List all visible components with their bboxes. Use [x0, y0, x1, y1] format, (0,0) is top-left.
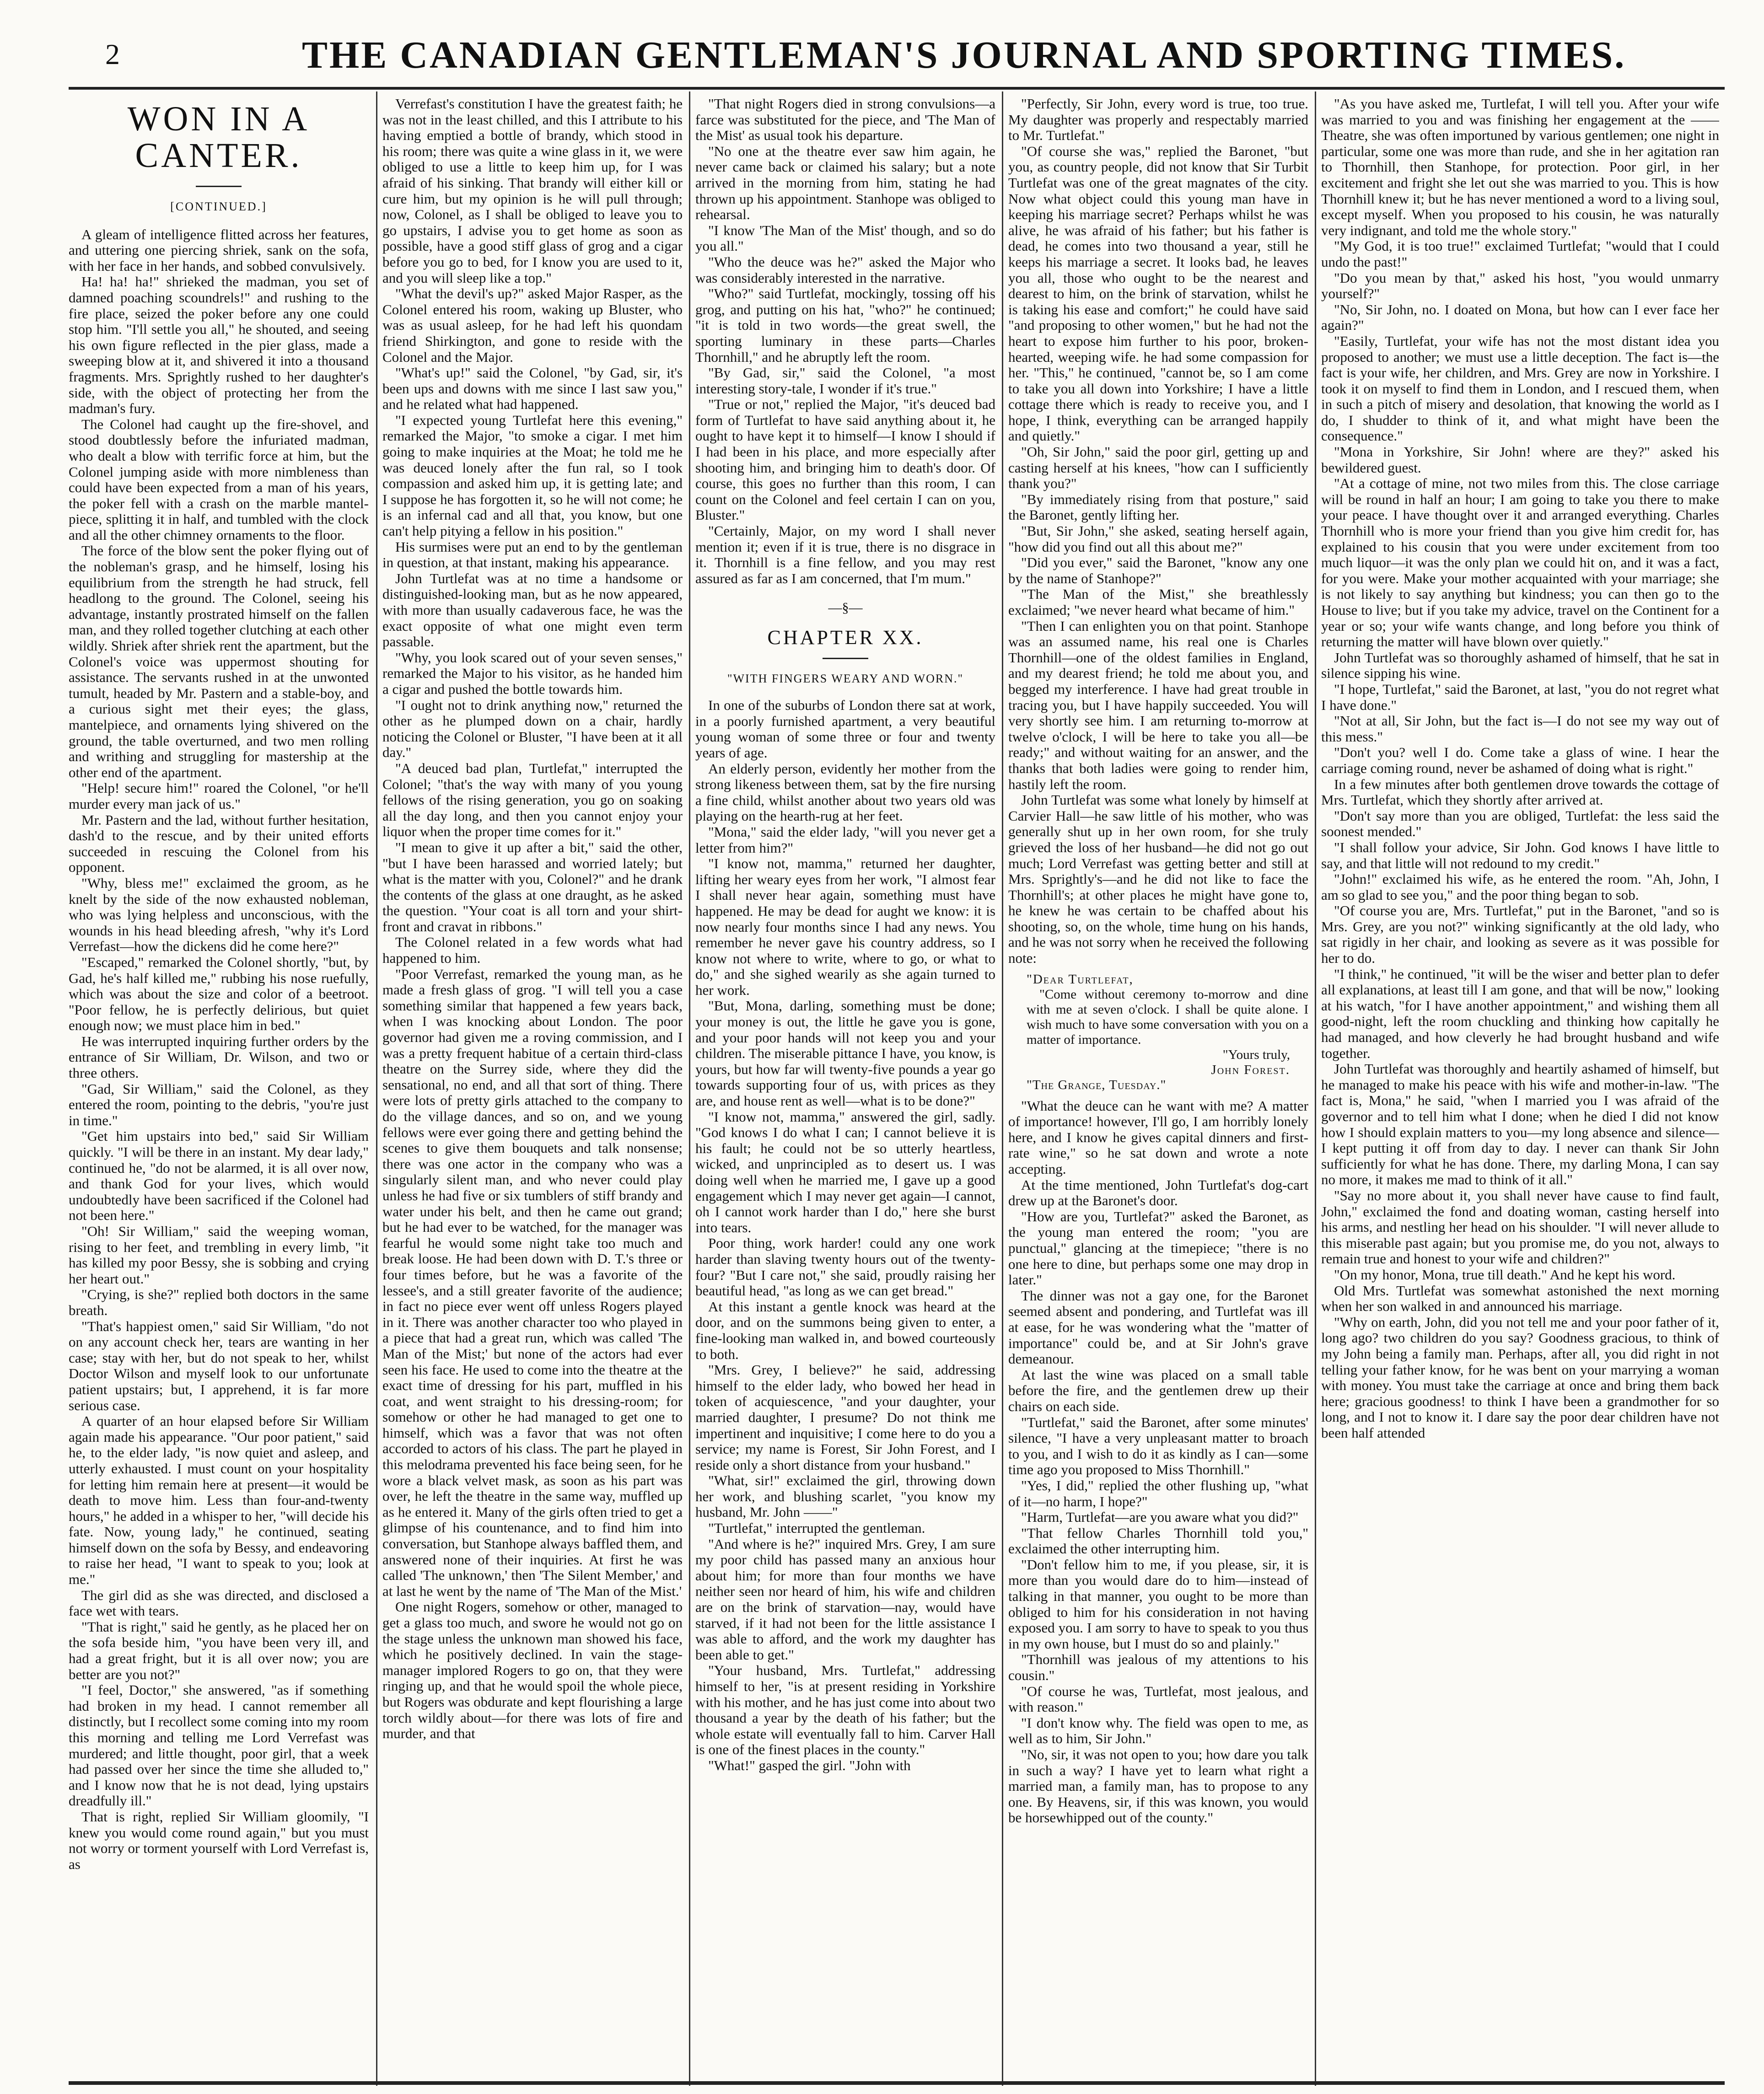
paragraph: "I hope, Turtlefat," said the Baronet, at last, "you do not regret what I have done." [1321, 681, 1719, 713]
paragraph: "Don't you? well I do. Come take a glass of wine. I hear the carriage coming round, never be ashamed of doing what is right." [1321, 744, 1719, 776]
paragraph: Poor thing, work harder! could any one work harder than slaving twenty hours out of the twenty-four? "But I care not," she said, proudly raising her beautiful head, "as long as we can get bread." [695, 1235, 995, 1299]
column-4-text-continued [1008, 1098, 1308, 1826]
paragraph: One night Rogers, somehow or other, managed to get a glass too much, and swore he would not go on the stage unless the unknown man showed his face, which he positively declined. In vain the stage-manager implored Rogers to go on, that they were ringing up, and that he would spoil the whole piece, but Rogers was obdurate and kept flourishing a large torch wildly about—for there was lots of fire and murder, and that [382, 1599, 683, 1742]
paragraph: "By immediately rising from that posture," said the Baronet, gently lifting her. [1008, 491, 1308, 523]
letter-salutation: "Dear Turtlefat, [1027, 972, 1134, 987]
paragraph: "What, sir!" exclaimed the girl, throwing down her work, and blushing scarlet, "you know my husband, Mr. John ——" [695, 1472, 995, 1520]
paragraph: "What the deuce can he want with me? A matter of importance! however, I'll go, I am horribly lonely here, and I know he gives capital dinners and first-rate wine," so he sat down and wrote a note accepting. [1008, 1097, 1308, 1177]
paragraph: John Turtlefat was at no time a handsome or distinguished-looking man, but as he now appeared, with more than usually cadaverous face, he was the exact opposite of what one might even term passable. [382, 570, 683, 650]
quoted-letter [1027, 972, 1308, 1093]
column-divider [1315, 91, 1316, 2086]
paragraph: In one of the suburbs of London there sat at work, in a poorly furnished apartment, a very beautiful young woman of some three or four and twenty years of age. [695, 697, 995, 761]
paragraph: "No, Sir John, no. I doated on Mona, but how can I ever face her again?" [1321, 301, 1719, 333]
paragraph: "Why on earth, John, did you not tell me and your poor father of it, long ago? two children do you say? Goodness gracious, to think of my John being a family man. Perhaps, after all, you did right in not telling your father know, for he was bent on your marrying a woman with money. You must take the carriage at once and bring them back here; gracious goodness! to think I have been a grandmother for so long, and I not to know it. I dare say the poor dear children have not been half attended [1321, 1314, 1719, 1441]
paragraph: "A deuced bad plan, Turtlefat," interrupted the Colonel; "that's the way with many of you young fellows of the rising generation, you go on soaking all the day long, and then you cannot enjoy your liquor when the proper time comes for it." [382, 760, 683, 840]
paragraph: At the time mentioned, John Turtlefat's dog-cart drew up at the Baronet's door. [1008, 1176, 1308, 1209]
paragraph: "Do you mean by that," asked his host, "you would unmarry yourself?" [1321, 269, 1719, 302]
paragraph: "How are you, Turtlefat?" asked the Baronet, as the young man entered the room; "you are punctual," glancing at the timepiece; "there is no one here to dine, but perhaps some one may drop in later." [1008, 1208, 1308, 1288]
paragraph: "But, Sir John," she asked, seating herself again, "how did you find out all this about me?" [1008, 523, 1308, 555]
column-1 [69, 96, 369, 2067]
column-2-text [382, 96, 683, 1742]
paragraph: "And where is he?" inquired Mrs. Grey, I am sure my poor child has passed many an anxious hour about him; for more than four months we have neither seen nor heard of him, his wife and children are on the brink of starvation—nay, would have starved, if it had not been for the little assistance I was able to afford, and the work my daughter has been able to get." [695, 1536, 995, 1663]
paragraph: John Turtlefat was thoroughly and heartily ashamed of himself, but he managed to make his peace with his wife and mother-in-law. "The fact is, Mona," he said, "when I married you I was afraid of the governor and to tell him what I done; when he died I did not know how I should explain matters to you—my long absence and silence—I kept putting it off from day to day. I never can thank Sir John sufficiently for what he has done. There, my darling Mona, I can say no more, it makes me mad to think of it all." [1321, 1061, 1719, 1188]
paragraph: "Turtlefat," interrupted the gentleman. [708, 1520, 925, 1536]
paragraph: "Turtlefat," said the Baronet, after some minutes' silence, "I have a very unpleasant matter to broach to you, and I wish to do it as kindly as I can—some time ago you proposed to Miss Thornhill." [1008, 1414, 1308, 1478]
paragraph: "What's up!" said the Colonel, "by Gad, sir, it's been ups and downs with me since I last saw you," and he related what had happened. [382, 365, 683, 413]
paragraph: "I don't know why. The field was open to me, as well as to him, Sir John." [1008, 1714, 1308, 1747]
paragraph: "I ought not to drink anything now," returned the other as he plumped down on a chair, hardly noticing the Colonel or Bluster, "I have been at it all day." [382, 697, 683, 761]
masthead [105, 33, 1716, 83]
paragraph: "As you have asked me, Turtlefat, I will tell you. After your wife was married to you and was finishing her engagement at the —— Theatre, she was often importuned by various gentlemen; one night in particular, some one was more than rude, and she in her agitation ran to Thornhill, then Stanhope, for protection. Poor girl, in her excitement and fright she let out she was married to you. This is how Thornhill knew it; but he has never mentioned a word to a living soul, except myself. When you proposed to his cousin, he was naturally very indignant, and told me the whole story." [1321, 96, 1719, 238]
column-3-text [695, 96, 995, 586]
column-4 [1008, 96, 1308, 2067]
paragraph: The Colonel had caught up the fire-shovel, and stood doubtlessly before the infuriated madman, who dealt a blow with terrific force at him, but the Colonel jumping aside with more nimbleness than could have been expected from a man of his years, the poker fell with a crash on the marble mantel-piece, splitting it in half, and tumbled with the clock and all the other chimney ornaments to the floor. [69, 416, 369, 543]
chapter-text [695, 698, 995, 1773]
paragraph: "John!" exclaimed his wife, as he entered the room. "Ah, John, I am so glad to see you," and the poor thing began to sob. [1321, 871, 1719, 903]
paragraph: "Of course you are, Mrs. Turtlefat," put in the Baronet, "and so is Mrs. Grey, are you not?" winking significantly at the old lady, who sat rigidly in her chair, and looking as severe as it was possible for her to do. [1321, 902, 1719, 966]
paragraph: "That fellow Charles Thornhill told you," exclaimed the other interrupting him. [1008, 1525, 1308, 1557]
paragraph: "Say no more about it, you shall never have cause to find fault, John," exclaimed the fond and doating woman, casting herself into his arms, and nestling her head on his shoulder. "I will never allude to this miserable past again; but you promise me, do you not, always to remain true and honest to your wife and children?" [1321, 1187, 1719, 1267]
running-title: THE CANADIAN GENTLEMAN'S JOURNAL AND SPORTING TIMES. [302, 34, 1626, 76]
paragraph: The girl did as she was directed, and disclosed a face wet with tears. [69, 1587, 369, 1619]
paragraph: "No, sir, it was not open to you; how dare you talk in such a way? I have yet to learn what right a married man, a family man, has to propose to any one. By Heavens, sir, if this was known, you would be horsewhipped out of the county." [1008, 1746, 1308, 1826]
column-4-text [1008, 96, 1308, 966]
paragraph: "What!" gasped the girl. "John with [708, 1757, 911, 1773]
paragraph: That is right, replied Sir William gloomily, "I knew you would come round again," but you must not worry or torment yourself with Lord Verrefast is, as [69, 1808, 369, 1872]
paragraph: Old Mrs. Turtlefat was somewhat astonished the next morning when her son walked in and announced his marriage. [1321, 1282, 1719, 1315]
paragraph: "Not at all, Sir John, but the fact is—I do not see my way out of this mess." [1321, 713, 1719, 745]
paragraph: "What the devil's up?" asked Major Rasper, as the Colonel entered his room, waking up Bluster, who was as usual asleep, for he had left his quondam friend Shirkington, and gone to reside with the Colonel and the Major. [382, 285, 683, 365]
paragraph: "Gad, Sir William," said the Colonel, as they entered the room, pointing to the debris, "you're just in time." [69, 1080, 369, 1128]
paragraph: John Turtlefat was so thoroughly ashamed of himself, that he sat in silence sipping his wine. [1321, 649, 1719, 682]
paragraph: "Perfectly, Sir John, every word is true, too true. My daughter was properly and respectably married to Mr. Turtlefat." [1008, 96, 1308, 144]
column-divider [376, 91, 377, 2086]
paragraph: "The Man of the Mist," she breathlessly exclaimed; "we never heard what became of him." [1008, 586, 1308, 618]
section-divider: —§— [828, 600, 863, 616]
column-5 [1321, 96, 1719, 2067]
chapter-rule [823, 658, 868, 659]
paragraph: "Certainly, Major, on my word I shall never mention it; even if it is true, there is no disgrace in it. Thornhill is a fine fellow, and you may rest assured as far as I am concerned, that I'm mum." [695, 523, 995, 586]
letter-body: "Come without ceremony to-morrow and dine with me at seven o'clock. I shall be quite alone. I wish much to have some conversation with you on a matter of importance. [1027, 987, 1308, 1047]
paragraph: "Get him upstairs into bed," said Sir William quickly. "I will be there in an instant. My dear lady," continued he, "do not be alarmed, it is all over now, and thank God for your lives, which would undoubtedly have been sacrificed if the Colonel had not been here." [69, 1128, 369, 1224]
paragraph: "My God, it is too true!" exclaimed Turtlefat; "would that I could undo the past!" [1321, 238, 1719, 270]
paragraph: "That night Rogers died in strong convulsions—a farce was substituted for the piece, and 'The Man of the Mist' as usual took his departure. [695, 96, 995, 144]
paragraph: The force of the blow sent the poker flying out of the nobleman's grasp, and he himself, losing his equilibrium from the strength he had struck, fell headlong to the ground. The Colonel, seeing his advantage, instantly prostrated himself on the fallen man, and they rolled together clutching at each other wildly. Shriek after shriek rent the apartment, but the Colonel's voice was uppermost shouting for assistance. The servants rushed in at the unwonted tumult, headed by Mr. Pastern and a stable-boy, and a curious sight met their eyes; the glass, mantelpiece, and ornaments lying shivered on the ground, the table overturned, and two men rolling and writhing and struggling for mastership at the other end of the apartment. [69, 542, 369, 780]
paragraph: "At a cottage of mine, not two miles from this. The close carriage will be round in half an hour; I am going to take you there to make your peace. I have thought over it and arranged everything. Charles Thornhill who is more your friend than you give him credit for, has explained to his cousin that you were under excitement from too much liquor—it was the only plan we could hit on, and it was a fact, for you were. Make your mother acquainted with your marriage; she is not likely to say anything but kindness; you can then go to the House to live; but if you take my advice, travel on the Continent for a year or so; your wife wants change, and long before you think of returning the matter will have blown over quietly." [1321, 475, 1719, 650]
paragraph: Ha! ha! ha!" shrieked the madman, you set of damned poaching scoundrels!" and rushing to the fire place, seized the poker before any one could stop him. "I'll settle you all," he shouted, and seeing his own figure reflected in the pier glass, made a sweeping blow at it, and shivered it into a thousand fragments. Mrs. Sprightly rushed to her daughter's side, with the object of protecting her from the madman's fury. [69, 274, 369, 417]
column-divider [1002, 91, 1003, 2086]
paragraph: "That is right," said he gently, as he placed her on the sofa beside him, "you have been very ill, and had a great fright, but it is all over now; you are better are you not?" [69, 1618, 369, 1682]
paragraph: John Turtlefat was some what lonely by himself at Carvier Hall—he saw little of his mother, who was generally shut up in her own room, for she truly grieved the loss of her husband—he did not go out much; Lord Verrefast was getting better and still at Mrs. Sprightly's—and he did not like to face the Thornhill's; at other places he might have gone to, he knew he was certain to be chaffed about his shooting, so, on the whole, time hung on his hands, and he was not sorry when he received the following note: [1008, 792, 1308, 966]
paragraph: "Then I can enlighten you on that point. Stanhope was an assumed name, his real one is Charles Thornhill—one of the oldest families in England, and my dearest friend; he told me about you, and begged my interference. I have had great trouble in tracing you, but I have happily succeeded. You will very shortly see him. I am returning to-morrow at twelve o'clock, I will be here to take you all—be ready;" and without waiting for an answer, and the thanks that both ladies were going to render him, hastily left the room. [1008, 617, 1308, 792]
paragraph: "I know not, mamma," answered the girl, sadly. "God knows I do what I can; I cannot believe it is his fault; he could not be so utterly heartless, wicked, and unprincipled as to desert us. I was doing well when he married me, I gave up a good engagement which I may never get again—I cannot, oh I cannot work harder than I do," here she burst into tears. [695, 1108, 995, 1235]
paragraph: An elderly person, evidently her mother from the strong likeness between them, sat by the fire nursing a fine child, whilst another about two years old was playing on the hearth-rug at her feet. [695, 760, 995, 824]
column-divider [689, 91, 690, 2086]
paragraph: "Who?" said Turtlefat, mockingly, tossing off his grog, and putting on his hat, "who?" he continued; "it is told in two words—the great swell, the sporting luminary in these parts—Charles Thornhill," and he abruptly left the room. [695, 285, 995, 365]
column-5-text [1321, 96, 1719, 1441]
letter-closing: "Yours truly, [1222, 1047, 1290, 1062]
paragraph: "Don't say more than you are obliged, Turtlefat: the less said the soonest mended." [1321, 807, 1719, 840]
paragraph: "Help! secure him!" roared the Colonel, "or he'll murder every man jack of us." [69, 780, 369, 812]
paragraph: "Thornhill was jealous of my attentions to his cousin." [1008, 1651, 1308, 1684]
paragraph: "Oh! Sir William," said the weeping woman, rising to her feet, and trembling in every limb, "it has killed my poor Bessy, she is sobbing and crying her heart out." [69, 1223, 369, 1287]
chapter-heading: CHAPTER XX. [767, 626, 924, 649]
paragraph: His surmises were put an end to by the gentleman in question, at that instant, making his appearance. [382, 538, 683, 571]
paragraph: "Oh, Sir John," said the poor girl, getting up and casting herself at his knees, "how can I sufficiently thank you?" [1008, 444, 1308, 492]
paragraph: "By Gad, sir," said the Colonel, "a most interesting story-tale, I wonder if it's true." [695, 365, 995, 397]
paragraph: "Mona in Yorkshire, Sir John! where are they?" asked his bewildered guest. [1321, 444, 1719, 476]
letter-dateline: "The Grange, Tuesday." [1027, 1077, 1167, 1092]
paragraph: "Crying, is she?" replied both doctors in the same breath. [69, 1286, 369, 1318]
paragraph: "Who the deuce was he?" asked the Major who was considerably interested in the narrative. [695, 253, 995, 286]
paragraph: "I mean to give it up after a bit," said the other, "but I have been harassed and worried lately; but what is the matter with you, Colonel?" and he drank the contents of the glass at one draught, as he asked the question. "Your coat is all torn and your shirt-front and cravat in ribbons." [382, 839, 683, 934]
paragraph: "Why, you look scared out of your seven senses," remarked the Major to his visitor, as he handed him a cigar and pushed the bottle towards him. [382, 649, 683, 697]
paragraph: "I expected young Turtlefat here this evening," remarked the Major, "to smoke a cigar. I met him going to make inquiries at the Moat; he told me he was deuced lonely after the fun ral, so I took compassion and asked him up, it is getting late; and I suppose he has forgotten it, so he will not come; he is an infernal cad and all that, you know, but one can't help pitying a fellow in his position." [382, 412, 683, 539]
paragraph: "Yes, I did," replied the other flushing up, "what of it—no harm, I hope?" [1008, 1477, 1308, 1509]
paragraph: "Easily, Turtlefat, your wife has not the most distant idea you proposed to another; we must use a little deception. The fact is—the fact is your wife, her children, and Mrs. Grey are now in Yorkshire. I took it on myself to find them in London, and I rescued them, when in such a pitch of misery and desolation, that knowing the world as I do, I shudder to think of it, and what might have been the consequence." [1321, 333, 1719, 444]
paragraph: "I know not, mamma," returned her daughter, lifting her weary eyes from her work, "I almost fear I shall never hear again, something must have happened. He may be dead for aught we know: it is now nearly four months since I had any news. You remember he never gave his country address, so I know not where to write, where to go, or what to do," and she sighed wearily as she again turned to her work. [695, 855, 995, 998]
paragraph: A gleam of intelligence flitted across her features, and uttering one piercing shriek, sank on the sofa, with her face in her hands, and sobbed convulsively. [69, 226, 369, 274]
paragraph: "Your husband, Mrs. Turtlefat," addressing himself to her, "is at present residing in Yorkshire with his mother, and he has just come into about two thousand a year by the death of his father; but the whole estate will eventually fall to him. Carver Hall is one of the finest places in the county." [695, 1662, 995, 1758]
paragraph: "Poor Verrefast, remarked the young man, as he made a fresh glass of grog. "I will tell you a case something similar that happened a few years back, when I was knocking about London. The poor governor had given me a roving commission, and I was a pretty frequent habitue of a certain third-class theatre on the Surrey side, where they did the sensational, no end, and all that sort of thing. There were lots of pretty girls attached to the company to do the village dances, and so on, and we young fellows were ever going there and getting behind the scenes to give them bouquets and talk nonsense; there was one actor in the company who was a singularly silent man, and who never could play unless he had five or six tumblers of stiff brandy and water under his belt, and then he came out grand; but he had ever to be watched, for the manager was fearful he would some night take too much and break loose. He had been down with D. T.'s three or four times before, but he was a favorite of the lessee's, and a still greater favorite of the audience; in fact no piece ever went off unless Rogers played in it. There was another character too who played in a piece that had a great run, which was called 'The Man of the Mist;' but none of the actors had ever seen his face. He used to come into the theatre at the exact time of dressing for his part, muffled in his coat, and went straight to his dressing-room; for somehow or other he had managed to get one to himself, which was a favor that was not often accorded to actors of his class. The part he played in this melodrama prevented his face being seen, for he wore a black velvet mask, as soon as his part was over, he left the theatre in the same way, muffled up as he entered it. Many of the girls often tried to get a glimpse of his countenance, and to find him into conversation, but Stanhope always baffled them, and answered none of their inquiries. At first he was called 'The unknown,' then 'The Silent Member,' and at last he went by the name of 'The Man of the Mist.' [382, 966, 683, 1599]
paragraph: "That's happiest omen," said Sir William, "do not on any account check her, tears are wanting in her case; stay with her, but do not speak to her, whilst Doctor Wilson and myself look to our unfortunate patient upstairs; but, I apprehend, it is far more serious case. [69, 1318, 369, 1413]
paragraph: "Escaped," remarked the Colonel shortly, "but, by Gad, he's half killed me," rubbing his nose ruefully, which was about the size and color of a beetroot. "Poor fellow, he is perfectly delirious, but quiet enough now; we must place him in bed." [69, 954, 369, 1034]
paragraph: Mr. Pastern and the lad, without further hesitation, dash'd to the rescue, and by their united efforts succeeded in rescuing the Colonel from his opponent. [69, 811, 369, 875]
title-rule [196, 186, 242, 187]
letter-signer: John Forest. [1211, 1062, 1290, 1077]
paragraph: "True or not," replied the Major, "it's deuced bad form of Turtlefat to have said anything about it, he ought to have kept it to himself—I know I should if I had been in his place, and more especially after shooting him, and bringing him to death's door. Of course, this goes no further than this room, I can count on the Colonel and feel certain I can on you, Bluster." [695, 396, 995, 523]
page-number: 2 [105, 38, 120, 70]
paragraph: "I feel, Doctor," she answered, "as if something had broken in my head. I cannot remember all distinctly, but I recollect some coming into my room this morning and telling me Lord Verrefast was murdered; and little thought, poor girl, that a week had passed over her since the time she alluded to," and I know now that he is not dead, lying upstairs dreadfully ill." [69, 1682, 369, 1809]
paragraph: "Did you ever," said the Baronet, "know any one by the name of Stanhope?" [1008, 554, 1308, 586]
paragraph: "On my honor, Mona, true till death." And he kept his word. [1334, 1266, 1676, 1283]
paragraph: "I know 'The Man of the Mist' though, and so do you all." [695, 222, 995, 254]
column-2 [382, 96, 683, 2067]
paragraph: "Of course he was, Turtlefat, most jealous, and with reason." [1008, 1683, 1308, 1715]
paragraph: "Don't fellow him to me, if you please, sir, it is more than you would dare do to him—instead of talking in that manner, you ought to be more than obliged to him for his consideration in not having exposed you. I am sorry to have to speak to you thus in my own house, but I must do so and plainly." [1008, 1556, 1308, 1652]
paragraph: "Mrs. Grey, I believe?" he said, addressing himself to the elder lady, who bowed her head in token of acquiescence, "and your daughter, your married daughter, I presume? Do not think me impertinent and inquisitive; I come here to do you a service; my name is Forest, Sir John Forest, and I reside only a short distance from your husband." [695, 1362, 995, 1473]
paragraph: At last the wine was placed on a small table before the fire, and the gentlemen drew up their chairs on each side. [1008, 1366, 1308, 1414]
header-rule [69, 87, 1725, 90]
paragraph: "No one at the theatre ever saw him again, he never came back or claimed his salary; but a note arrived in the morning from him, stating he had thrown up his appointment. Stanhope was obliged to rehearsal. [695, 143, 995, 223]
chapter-epigraph: "WITH FINGERS WEARY AND WORN." [727, 671, 964, 685]
paragraph: "Harm, Turtlefat—are you aware what you did?" [1021, 1509, 1299, 1525]
paragraph: At this instant a gentle knock was heard at the door, and on the summons being given to enter, a fine-looking man walked in, and bowed courteously to both. [695, 1298, 995, 1362]
paragraph: "I think," he continued, "it will be the wiser and better plan to defer all explanations, at least till I am gone, and that will be now," looking at his watch, "for I have another appointment," and wishing them all good-night, left the room chuckling and thinking how capitally he had managed, and how cleverly he had brought husband and wife together. [1321, 966, 1719, 1061]
paragraph: "Of course she was," replied the Baronet, "but you, as country people, did not know that Sir Turbit Turtlefat was one of the great magnates of the city. Now what object could this young man have in keeping his marriage secret? Perhaps whilst he was alive, he was afraid of his father; but his father is dead, he comes into two thousand a year, still he keeps his marriage a secret. It looks bad, he leaves you all, those who ought to be the nearest and dearest to him, on the brink of starvation, whilst he is taking his ease and comfort;" he could have said "and proposing to other women," but he had not the heart to expose him further to his poor, broken-hearted, weeping wife. he had some compassion for her. "This," he continued, "cannot be, so I am come to take you all down into Yorkshire; I have a little cottage there which is ready to receive you, and I hope, I think, everything can be arranged happily and quietly." [1008, 143, 1308, 444]
paragraph: The dinner was not a gay one, for the Baronet seemed absent and pondering, and Turtlefat was ill at ease, for he was wondering what the "matter of importance" could be, and at Sir John's grave demeanour. [1008, 1287, 1308, 1367]
column-3 [695, 96, 995, 2067]
paragraph: A quarter of an hour elapsed before Sir William again made his appearance. "Our poor patient," said he, to the elder lady, "is now quiet and asleep, and utterly exhausted. I must count on your hospitality for letting him remain here at present—it would be death to move him. Less than four-and-twenty hours," he added in a whisper to her, "will decide his fate. Now, young lady," he continued, seating himself down on the sofa by Bessy, and endeavoring to raise her head, "I want to speak to you; look at me." [69, 1413, 369, 1588]
paragraph: "I shall follow your advice, Sir John. God knows I have little to say, and that little will not redound to my credit." [1321, 839, 1719, 871]
paragraph: "Mona," said the elder lady, "will you never get a letter from him?" [695, 823, 995, 856]
footer-rule [69, 2081, 1725, 2085]
continued-label: [CONTINUED.] [170, 200, 267, 213]
paragraph: The Colonel related in a few words what had happened to him. [382, 934, 683, 966]
paragraph: He was interrupted inquiring further orders by the entrance of Sir William, Dr. Wilson, and two or three others. [69, 1033, 369, 1081]
paragraph: In a few minutes after both gentlemen drove towards the cottage of Mrs. Turtlefat, which they shortly after arrived at. [1321, 776, 1719, 808]
paragraph: "But, Mona, darling, something must be done; your money is out, the little he gave you is gone, and your poor hands will not keep you and your children. The miserable pittance I have, you know, is yours, but how far will twenty-five pounds a year go towards supporting four of us, with prices as they are, and house rent as well—what is to be done?" [695, 998, 995, 1109]
paragraph: Verrefast's constitution I have the greatest faith; he was not in the least chilled, and this I attribute to his having emptied a bottle of brandy, which stood in his room; there was quite a wine glass in it, we were obliged to use a little to keep him up, for I was afraid of his sinking. That brandy will either kill or cure him, but my opinion is he will pull through; now, Colonel, as I shall be obliged to leave you to go upstairs, I advise you to get home as soon as possible, have a good stiff glass of grog and a cigar before you go to bed, for I know you are used to it, and you will sleep like a top." [382, 96, 683, 286]
paragraph: "Why, bless me!" exclaimed the groom, as he knelt by the side of the now exhausted nobleman, who was lying helpless and unconscious, with the wounds in his head bleeding afresh, "why it's Lord Verrefast—how the dickens did he come here?" [69, 875, 369, 955]
story-title: WON IN A CANTER. [127, 100, 310, 175]
column-1-text [69, 227, 369, 1873]
